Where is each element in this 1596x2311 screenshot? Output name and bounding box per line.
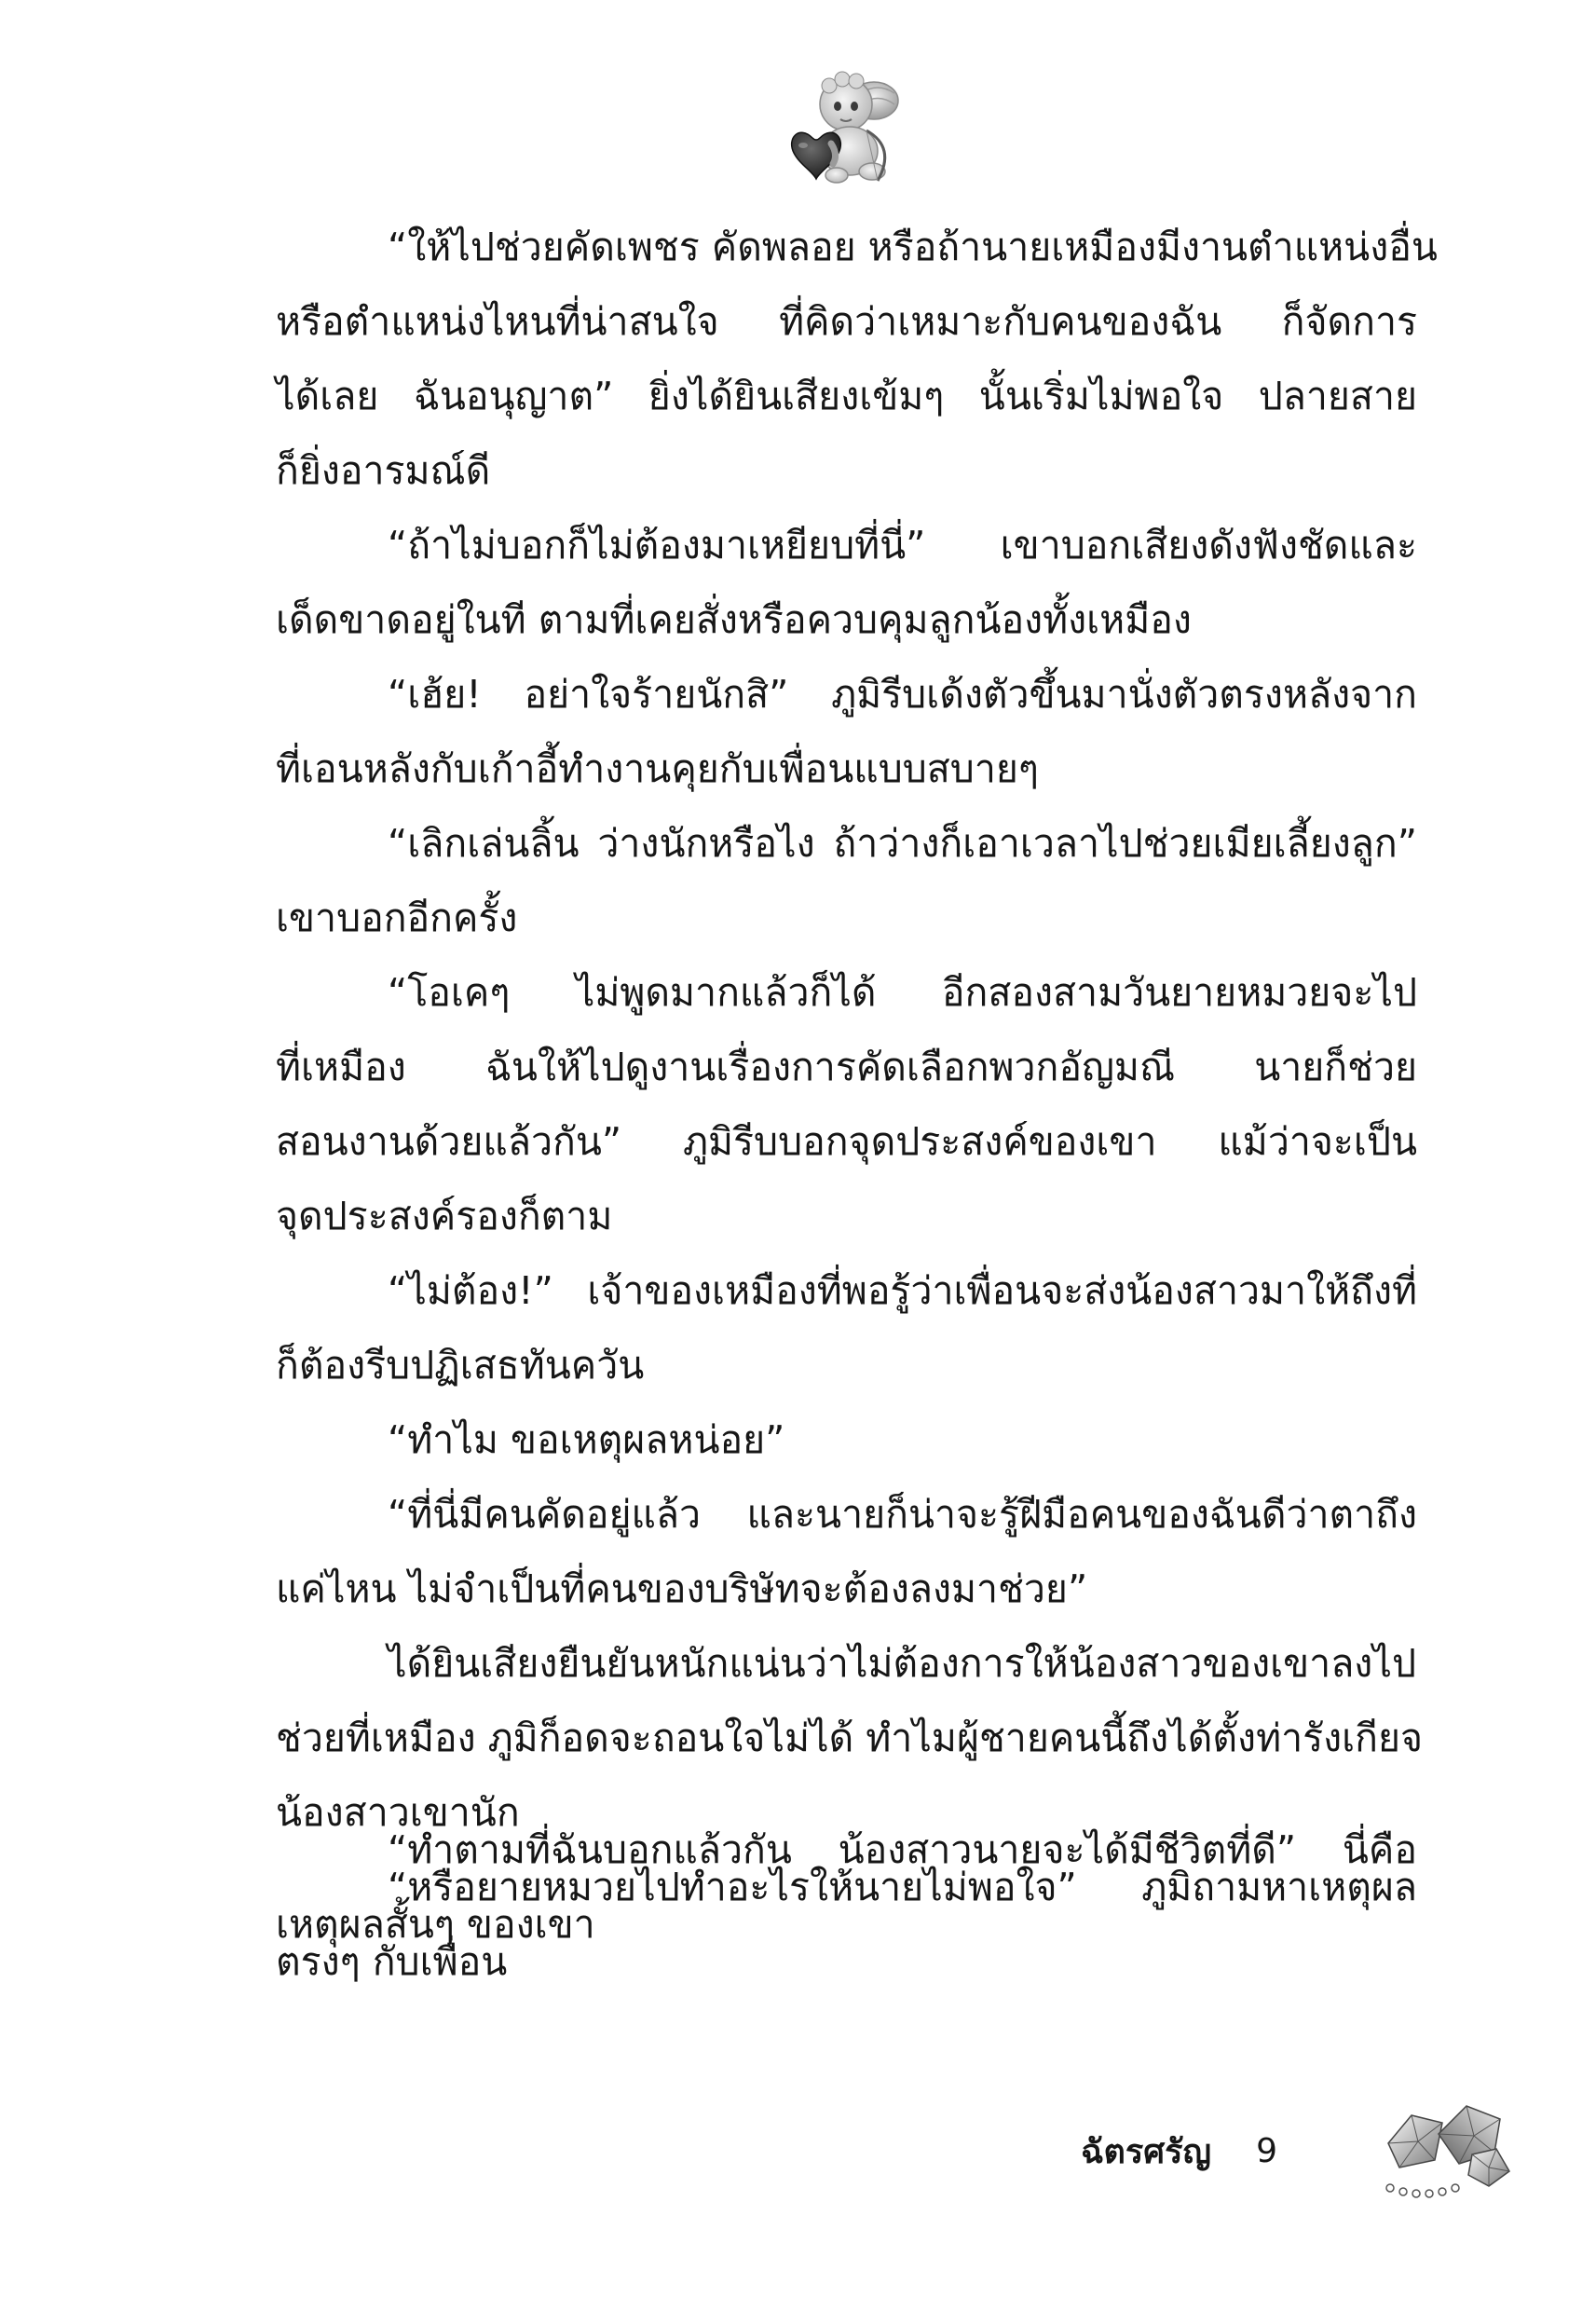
text-line: สอนงานด้วยแล้วกัน” ภูมิรีบบอกจุดประสงค์ของเขา แม้ว่าจะเป็น <box>276 1119 1417 1164</box>
text-line: ก็ยิ่งอารมณ์ดี <box>276 448 491 493</box>
text-line: เด็ดขาดอยู่ในที ตามที่เคยสั่งหรือควบคุมลูกน้องทั้งเหมือง <box>276 597 1192 642</box>
book-title: ฉัตรศรัญ <box>1081 2132 1212 2171</box>
text-line: จุดประสงค์รองก็ตาม <box>276 1194 613 1238</box>
text-line: ได้เลย ฉันอนุญาต” ยิ่งได้ยินเสียงเข้มๆ นั้นเริ่มไม่พอใจ ปลายสาย <box>276 374 1417 418</box>
text-line: น้องสาวเขานัก <box>276 1790 520 1835</box>
text-line: “ทำไม ขอเหตุผลหน่อย” <box>388 1417 785 1462</box>
text-line: แค่ไหน ไม่จำเป็นที่คนของบริษัทจะต้องลงมาช่วย” <box>276 1566 1088 1611</box>
cupid-with-heart-icon <box>781 65 907 192</box>
text-line: “ทำตามที่ฉันบอกแล้วกัน น้องสาวนายจะได้มีชีวิตที่ดี” นี่คือ <box>388 1827 1417 1872</box>
diamond-cluster-icon <box>1370 2097 1519 2204</box>
text-line: หรือตำแหน่งไหนที่น่าสนใจ ที่คิดว่าเหมาะกับคนของฉัน ก็จัดการ <box>276 299 1417 344</box>
text-line: ตรงๆ กับเพื่อน <box>276 1939 508 1984</box>
text-line: เหตุผลสั้นๆ ของเขา <box>276 1902 595 1947</box>
story-text <box>276 210 1438 2036</box>
page-footer <box>1081 2123 1277 2179</box>
text-line: “โอเคๆ ไม่พูดมากแล้วก็ได้ อีกสองสามวันยายหมวยจะไป <box>388 970 1417 1015</box>
text-line: “ถ้าไม่บอกก็ไม่ต้องมาเหยียบที่นี่” เขาบอกเสียงดังฟังชัดและ <box>388 523 1417 567</box>
text-line: “ที่นี่มีคนคัดอยู่แล้ว และนายก็น่าจะรู้ฝีมือคนของฉันดีว่าตาถึง <box>388 1492 1417 1537</box>
text-line: ที่เหมือง ฉันให้ไปดูงานเรื่องการคัดเลือกพวกอัญมณี นายก็ช่วย <box>276 1045 1417 1089</box>
text-line: เขาบอกอีกครั้ง <box>276 896 518 940</box>
text-line: “หรือยายหมวยไปทำอะไรให้นายไม่พอใจ” ภูมิถามหาเหตุผล <box>388 1865 1417 1909</box>
text-line: ที่เอนหลังกับเก้าอี้ทำงานคุยกับเพื่อนแบบสบายๆ <box>276 746 1039 791</box>
text-line: “ให้ไปช่วยคัดเพชร คัดพลอย หรือถ้านายเหมืองมีงานตำแหน่งอื่น <box>388 225 1438 269</box>
text-line: ก็ต้องรีบปฏิเสธทันควัน <box>276 1343 645 1388</box>
page-number: 9 <box>1256 2131 1278 2170</box>
text-line: “ไม่ต้อง!” เจ้าของเหมืองที่พอรู้ว่าเพื่อนจะส่งน้องสาวมาให้ถึงที่ <box>388 1268 1417 1313</box>
text-line: “เลิกเล่นลิ้น ว่างนักหรือไง ถ้าว่างก็เอาเวลาไปช่วยเมียเลี้ยงลูก” <box>388 821 1417 866</box>
text-line: ช่วยที่เหมือง ภูมิก็อดจะถอนใจไม่ได้ ทำไมผู้ชายคนนี้ถึงได้ตั้งท่ารังเกียจ <box>276 1716 1424 1760</box>
text-line: “เฮ้ย! อย่าใจร้ายนักสิ” ภูมิรีบเด้งตัวขึ้นมานั่งตัวตรงหลังจาก <box>388 672 1417 717</box>
text-line: ได้ยินเสียงยืนยันหนักแน่นว่าไม่ต้องการให้น้องสาวของเขาลงไป <box>388 1641 1416 1686</box>
